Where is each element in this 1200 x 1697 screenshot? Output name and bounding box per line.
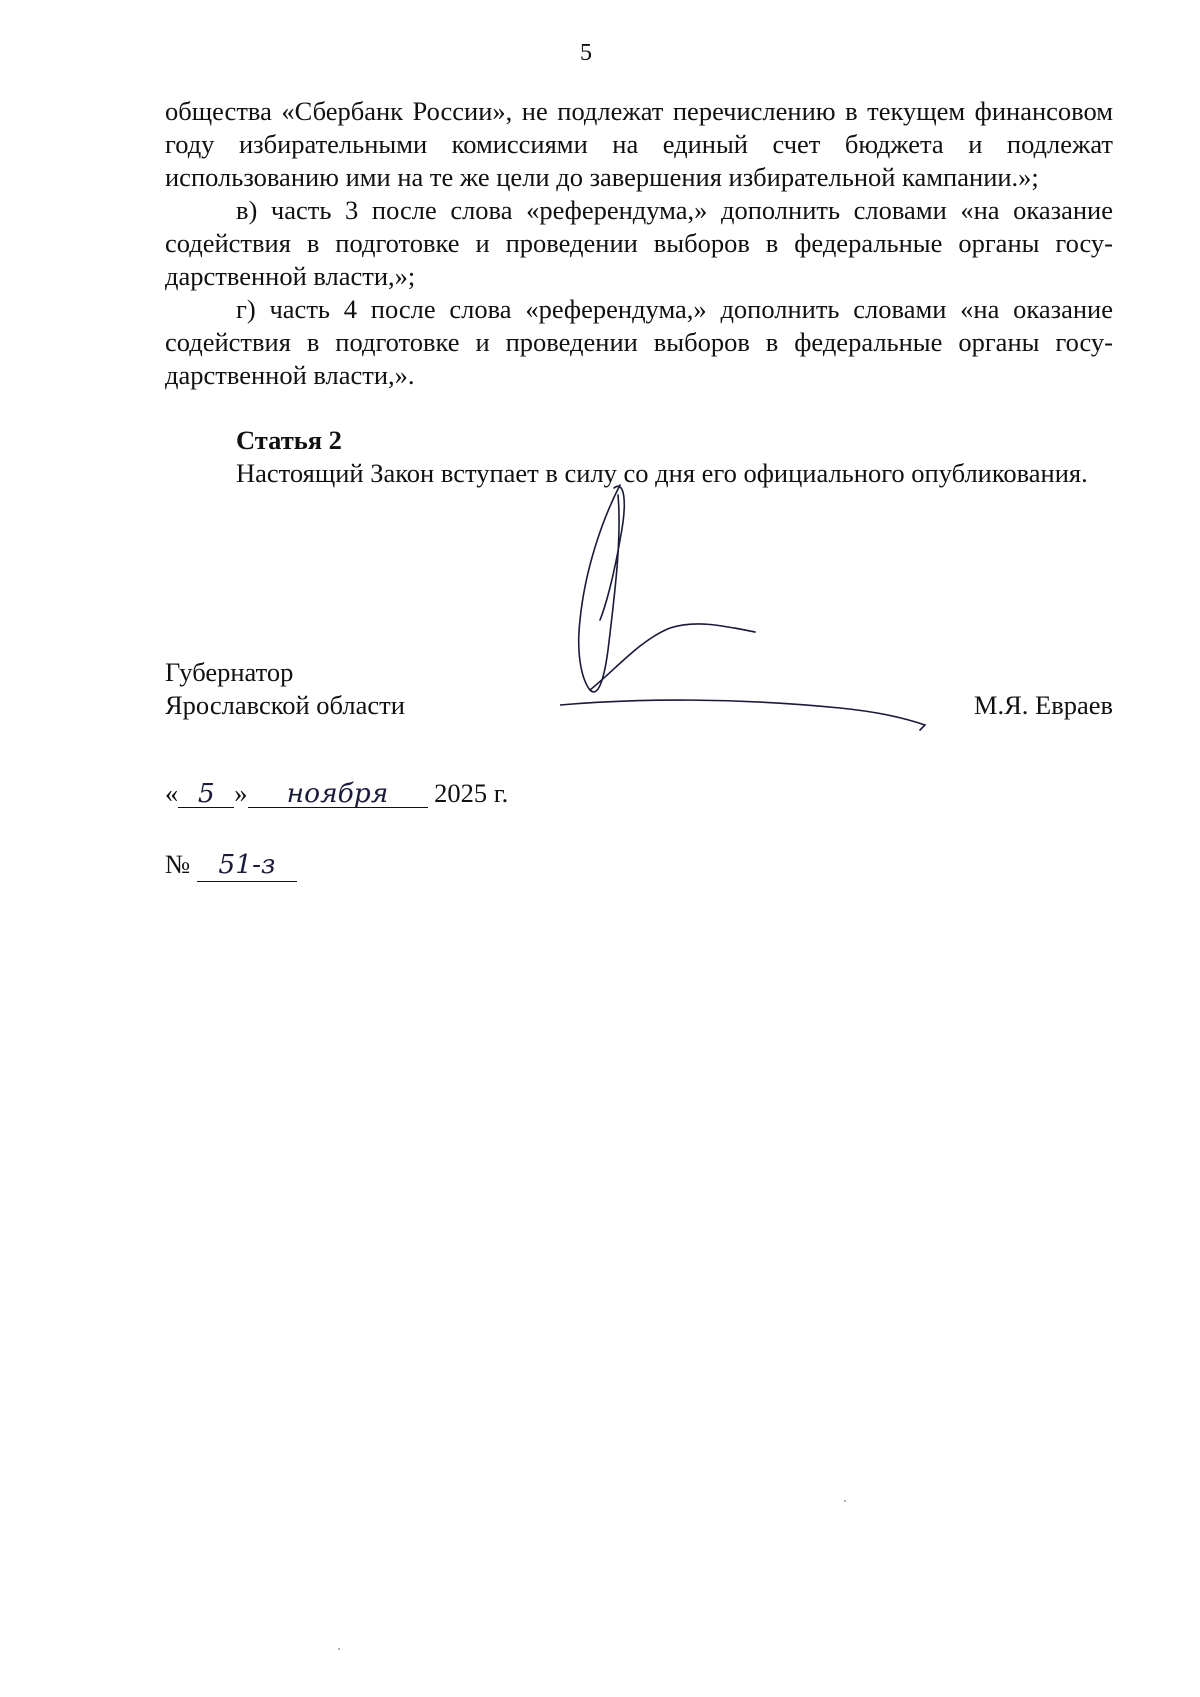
article-heading: Статья 2 (236, 425, 342, 455)
paragraph-item-v: в) часть 3 после слова «референдума,» дополнить словами «на оказание содействия в подготовке и проведении выборов в федеральные органы государственной власти,»; (165, 195, 1113, 291)
number-label: № (165, 849, 191, 879)
scan-speck (844, 1500, 846, 1502)
date-close-quote: » (234, 778, 248, 808)
scan-speck (338, 1648, 340, 1650)
governor-title-line1: Губернатор (165, 657, 294, 687)
date-month-handwritten: ноября (248, 777, 428, 808)
number-line (165, 848, 297, 882)
page-number: 5 (580, 40, 592, 66)
document-body (165, 95, 1113, 490)
number-value-handwritten: 51-з (197, 848, 297, 882)
article-text: Настоящий Закон вступает в силу со дня его официального опубликования. (236, 458, 1088, 488)
paragraph-continuation: общества «Сбербанк России», не подлежат перечислению в текущем финансовом году избирательными комиссиями на единый счет бюджета и подлежат использованию ими на те же цели до завершения избирательной кампании.»; (165, 96, 1113, 192)
governor-name: М.Я. Евраев (973, 690, 1113, 720)
paragraph-item-g: г) часть 4 после слова «референдума,» дополнить словами «на оказание содействия в подготовке и проведении выборов в федеральные органы государственной власти,». (165, 294, 1113, 390)
date-day-handwritten: 5 (178, 777, 234, 808)
handwritten-signature (560, 480, 980, 780)
date-open-quote: « (165, 778, 179, 808)
date-line (165, 777, 508, 810)
governor-title-line2: Ярославской области (165, 690, 405, 720)
date-year: 2025 г. (434, 778, 509, 808)
